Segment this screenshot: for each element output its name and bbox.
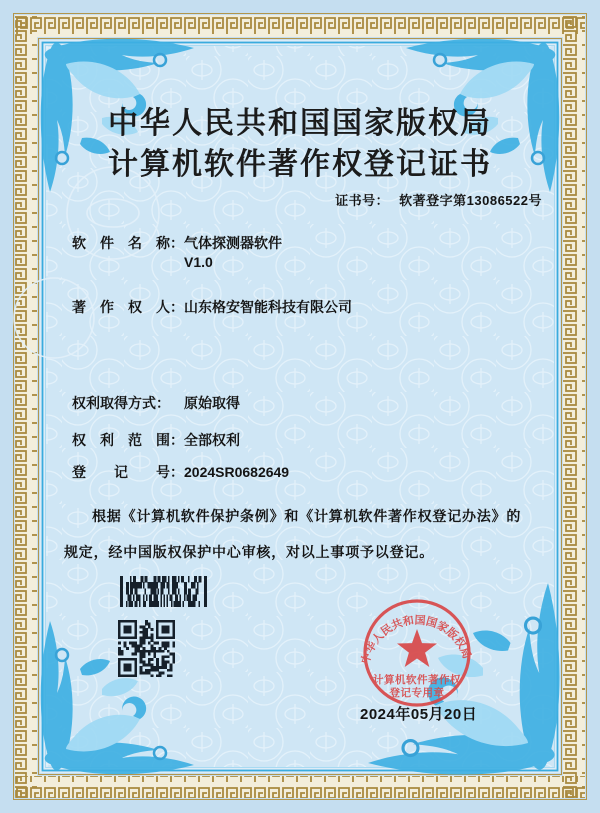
issuer-title: 中华人民共和国国家版权局 [108,107,492,140]
certificate-number [335,190,542,209]
certificate-number-value: 软著登字第13086522号 [399,193,542,208]
field-row-rights-scope [72,430,240,450]
field-row-registration-number [72,462,289,482]
issue-date: 2024年05月20日 [360,706,478,723]
field-value-rights-scope: 全部权利 [184,432,240,448]
field-label-software-name: 软 件 名 称： [72,235,184,251]
software-version: V1.0 [184,254,213,270]
official-seal [355,593,479,717]
field-row-software-name [72,233,282,253]
seal-star-icon [397,629,437,667]
certificate-number-label: 证书号： [335,193,390,208]
field-label-acquisition-method: 权利取得方式： [72,395,170,411]
field-label-rights-scope: 权 利 范 围： [72,432,184,448]
seal-ring-text: 中华人民共和国国家版权局 [359,614,473,666]
field-value-software-name: 气体探测器软件 [184,235,282,251]
certificate-title: 计算机软件著作权登记证书 [108,148,492,181]
statement-line-1: 根据《计算机软件保护条例》和《计算机软件著作权登记办法》的 [92,508,522,524]
statement-line-2: 规定，经中国版权保护中心审核，对以上事项予以登记。 [64,544,434,560]
registration-statement [64,498,544,570]
qr-code [118,620,175,677]
field-row-copyright-owner [72,297,352,317]
barcode [120,576,207,607]
field-value-acquisition-method: 原始取得 [184,395,240,411]
field-value-copyright-owner: 山东格安智能科技有限公司 [184,299,352,315]
field-label-copyright-owner: 著 作 权 人： [72,299,184,315]
field-value-registration-number: 2024SR0682649 [184,464,290,480]
field-label-registration-number: 登 记 号： [72,464,184,480]
seal-center-line-1: 计算机软件著作权 [373,675,461,686]
seal-center-line-2: 登记专用章 [389,688,445,699]
field-row-acquisition-method [72,393,240,413]
